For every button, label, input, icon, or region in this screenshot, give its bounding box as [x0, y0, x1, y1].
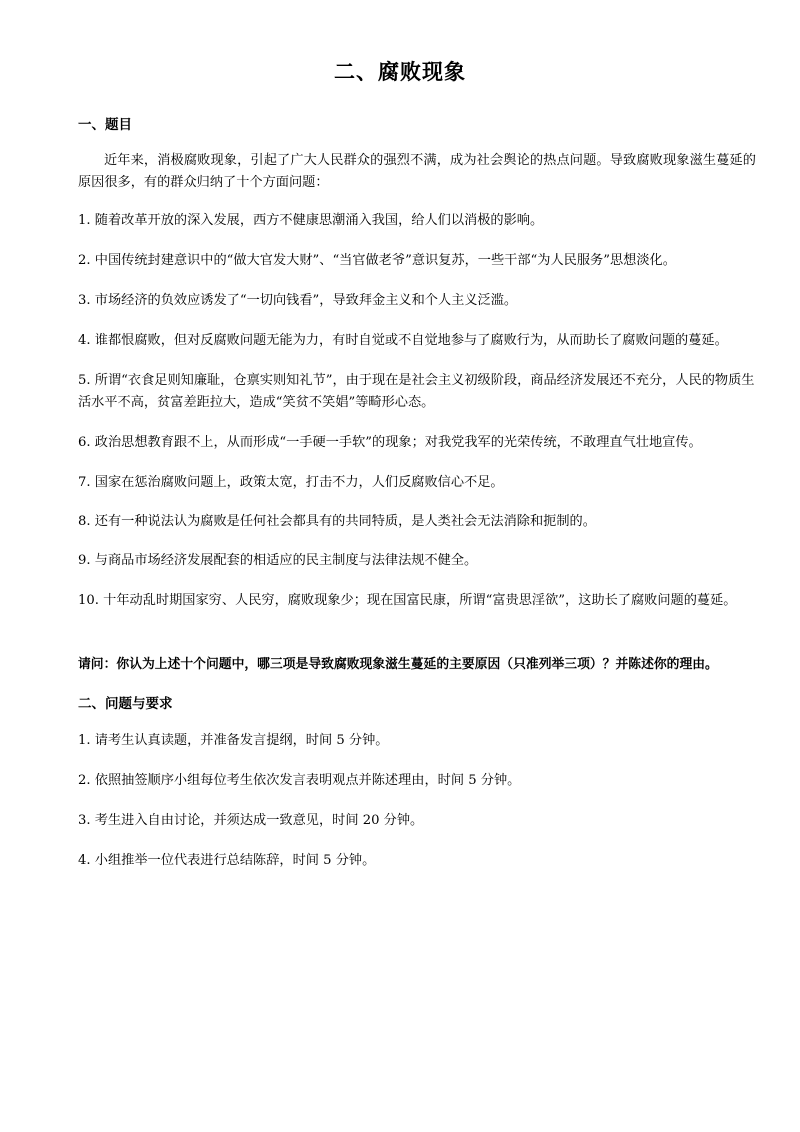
list-item: 6. 政治思想教育跟不上，从而形成“一手硬一手软”的现象；对我党我军的光荣传统，不敢理直气壮地宣传。 [78, 435, 702, 450]
list-item: 4. 谁都恨腐败，但对反腐败问题无能为力，有时自觉或不自觉地参与了腐败行为，从而助长了腐败问题的蔓延。 [78, 333, 728, 348]
page-title: 二、腐败现象 [334, 60, 466, 84]
section-heading-requirements: 二、问题与要求 [78, 696, 173, 712]
requirement-item: 1. 请考生认真读题，并准备发言提纲，时间 5 分钟。 [78, 733, 389, 748]
list-item: 2. 中国传统封建意识中的“做大官发大财”、“当官做老爷”意识复苏，一些干部“为人民服务”思想淡化。 [78, 253, 676, 268]
list-item: 3. 市场经济的负效应诱发了“一切向钱看”，导致拜金主义和个人主义泛滥。 [78, 293, 518, 308]
list-item: 9. 与商品市场经济发展配套的相适应的民主制度与法律法规不健全。 [78, 553, 478, 568]
question-text: 请问：你认为上述十个问题中，哪三项是导致腐败现象滋生蔓延的主要原因（只准列举三项）？并陈述你的理由。 [78, 657, 718, 672]
intro-paragraph: 近年来，消极腐败现象，引起了广大人民群众的强烈不满，成为社会舆论的热点问题。导致腐败现象滋生蔓延的原因很多，有的群众归纳了十个方面问题： [78, 153, 756, 190]
requirement-item: 4. 小组推举一位代表进行总结陈辞，时间 5 分钟。 [78, 853, 376, 868]
requirement-item: 3. 考生进入自由讨论，并须达成一致意见，时间 20 分钟。 [78, 813, 424, 828]
requirement-item: 2. 依照抽签顺序小组每位考生依次发言表明观点并陈述理由，时间 5 分钟。 [78, 773, 521, 788]
list-item: 10. 十年动乱时期国家穷、人民穷，腐败现象少；现在国富民康，所谓“富贵思淫欲”，这助长了腐败问题的蔓延。 [78, 593, 737, 608]
list-item: 8. 还有一种说法认为腐败是任何社会都具有的共同特质，是人类社会无法消除和扼制的。 [78, 514, 596, 529]
list-item: 5. 所谓“衣食足则知廉耻，仓禀实则知礼节”，由于现在是社会主义初级阶段，商品经济发展还不充分，人民的物质生活水平不高，贫富差距拉大，造成“笑贫不笑娼”等畸形心态。 [78, 373, 755, 410]
list-item: 7. 国家在惩治腐败问题上，政策太宽，打击不力，人们反腐败信心不足。 [78, 475, 504, 490]
list-item: 1. 随着改革开放的深入发展，西方不健康思潮涌入我国，给人们以消极的影响。 [78, 213, 544, 228]
section-heading-topic: 一、题目 [78, 117, 132, 133]
